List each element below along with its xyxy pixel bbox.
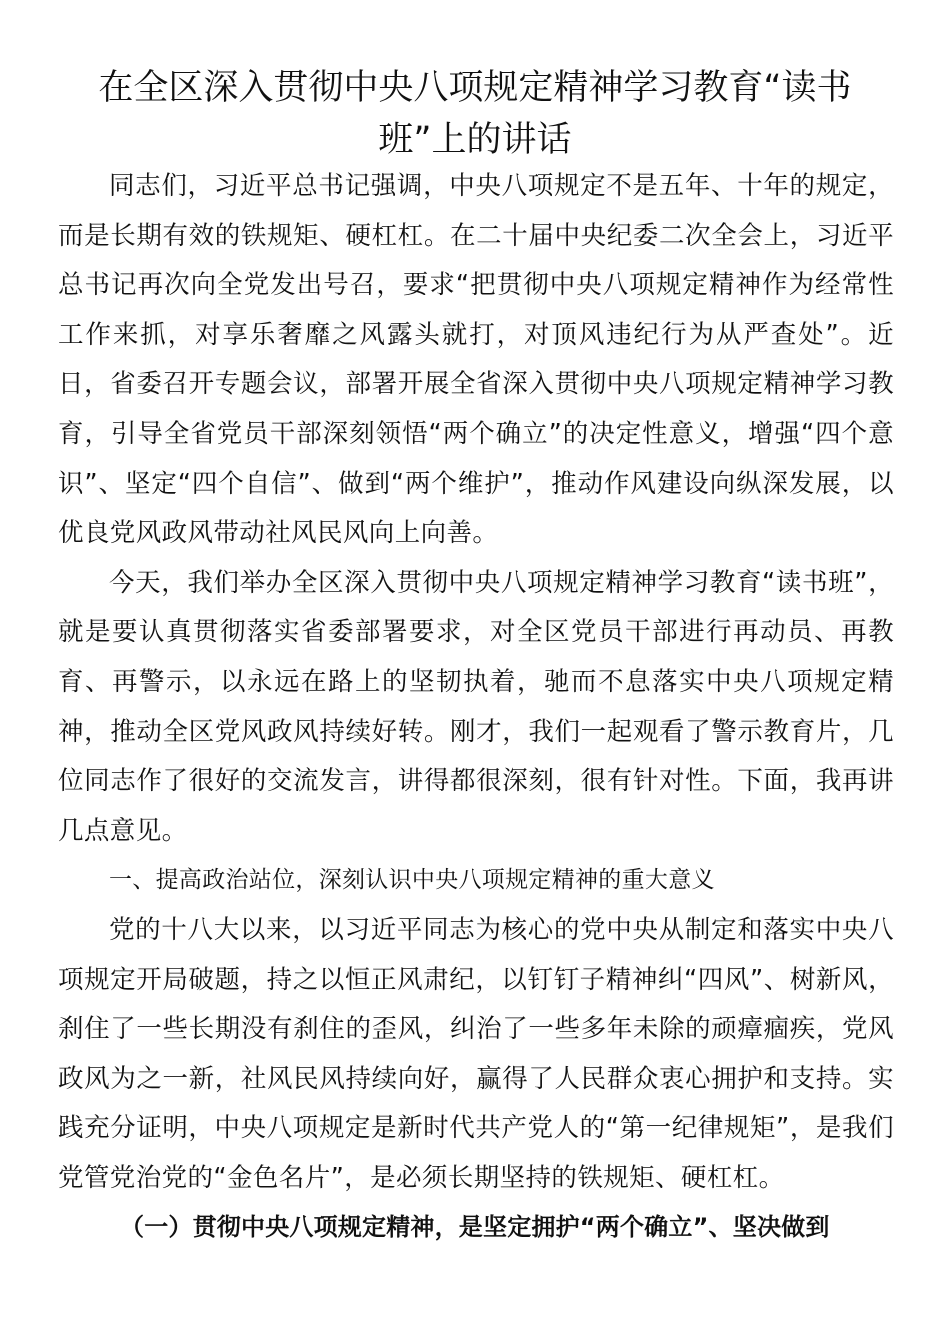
section-1-paragraph: 党的十八大以来，以习近平同志为核心的党中央从制定和落实中央八项规定开局破题，持之以恒正风肃纪，以钉钉子精神纠“四风”、树新风，刹住了一些长期没有刹住的歪风，纠治了一些多年未除的顽瘴痼疾，党风政风为之一新，社风民风持续向好，赢得了人民群众衷心拥护和支持。实践充分证明，中央八项规定是新时代共产党人的“第一纪律规矩”，是我们党管党治党的“金色名片”，是必须长期坚持的铁规矩、硬杠杠。	[58, 914, 894, 1193]
introduction-paragraph: 今天，我们举办全区深入贯彻中央八项规定精神学习教育“读书班”，就是要认真贯彻落实省委部署要求，对全区党员干部进行再动员、再教育、再警示，以永远在路上的坚韧执着，驰而不息落实中央八项规定精神，推动全区党风政风持续好转。刚才，我们一起观看了警示教育片，几位同志作了很好的交流发言，讲得都很深刻，很有针对性。下面，我再讲几点意见。	[58, 567, 894, 846]
opening-paragraph: 同志们，习近平总书记强调，中央八项规定不是五年、十年的规定，而是长期有效的铁规矩、硬杠杠。在二十届中央纪委二次全会上，习近平总书记再次向全党发出号召，要求“把贯彻中央八项规定精神作为经常性工作来抓，对享乐奢靡之风露头就打，对顶风违纪行为从严查处”。近日，省委召开专题会议，部署开展全省深入贯彻中央八项规定精神学习教育，引导全省党员干部深刻领悟“两个确立”的决定性意义，增强“四个意识”、坚定“四个自信”、做到“两个维护”，推动作风建设向纵深发展，以优良党风政风带动社风民风向上向善。	[58, 171, 894, 549]
section-heading-1: 一、提高政治站位，深刻认识中央八项规定精神的重大意义	[109, 867, 715, 894]
document-title: 在全区深入贯彻中央八项规定精神学习教育“读书班”上的讲话	[98, 68, 852, 160]
document-body	[58, 162, 894, 1253]
subsection-heading-1: （一）贯彻中央八项规定精神，是坚定拥护“两个确立”、坚决做到	[120, 1213, 830, 1242]
